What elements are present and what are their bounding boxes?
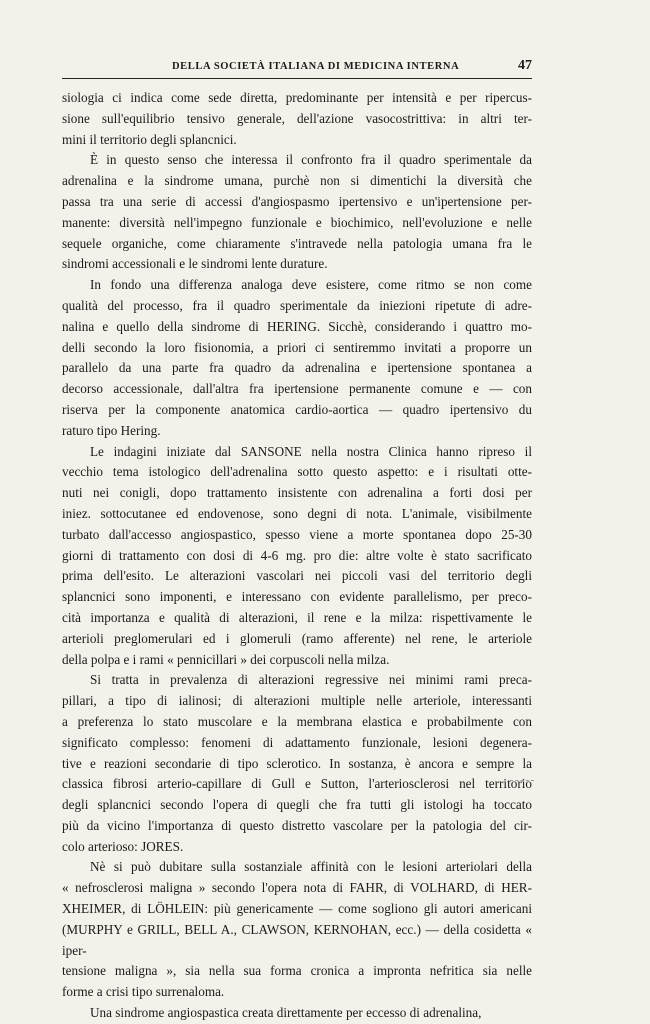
- text-line: classica fibrosi arterio-capillare di Gull e Sutton, l'arteriosclerosi nel territorio: [62, 776, 532, 792]
- text-line: degli splancnici secondo l'opera di quegli che fra tutti gli istologi ha toccato: [62, 797, 532, 813]
- text-line: manente: diversità nell'impegno funzionale e biochimico, nell'evoluzione e nelle: [62, 214, 532, 230]
- margin-mark: [510, 780, 534, 781]
- text-line: cità importanza e qualità di alterazioni, il rene e la milza: rispettivamente le: [62, 609, 532, 625]
- text-line: tensione maligna », sia nella sua forma cronica a impronta nefritica sia nelle: [62, 963, 532, 979]
- text-line: turbato dall'accesso angiospastico, spesso viene a morte spontanea dopo 25-30: [62, 526, 532, 542]
- text-line: a preferenza lo stato muscolare e la membrana elastica e probabilmente con: [62, 713, 532, 729]
- page-number: 47: [518, 58, 532, 73]
- text-line: arterioli preglomerulari ed i glomeruli (ramo afferente) nel rene, le arteriole: [62, 630, 532, 646]
- text-line: Le indagini iniziate dal SANSONE nella nostra Clinica hanno ripreso il: [90, 443, 532, 459]
- text-line: vecchio tema istologico dell'adrenalina sotto questo aspetto: e i risultati otte-: [62, 464, 532, 480]
- text-line: colo arterioso: JORES.: [62, 838, 184, 854]
- text-line: sindromi accessionali e le sindromi lente durature.: [62, 256, 328, 272]
- text-line: nalina e quello della sindrome di HERING. Sicchè, considerando i quattro mo-: [62, 318, 532, 334]
- text-line: Si tratta in prevalenza di alterazioni regressive nei minimi rami preca-: [90, 672, 532, 688]
- text-line: Una sindrome angiospastica creata direttamente per eccesso di adrenalina,: [90, 1005, 482, 1021]
- text-line: In fondo una differenza analoga deve esistere, come ritmo se non come: [90, 277, 532, 293]
- text-line: sequele organiche, come chiaramente s'intravede nella patologia umana fra le: [62, 235, 532, 251]
- text-line: forme a crisi tipo surrenaloma.: [62, 984, 225, 1000]
- text-line: raturo tipo Hering.: [62, 422, 161, 438]
- text-line: riserva per la componente anatomica cardio-aortica — quadro ipertensivo du: [62, 401, 532, 417]
- text-line: splancnici sono imponenti, e interessano con evidente parallelismo, per preco-: [62, 589, 532, 605]
- text-line: decorso accessionale, dall'altra fra ipertensione permanente comune e — con: [62, 381, 532, 397]
- text-line: Nè si può dubitare sulla sostanziale affinità con le lesioni arteriolari della: [90, 859, 532, 875]
- text-line: più da vicino l'importanza di questo distretto vascolare per la patologia del cir-: [62, 817, 532, 833]
- text-line: passa tra una serie di accessi d'angiospasmo ipertensivo e un'ipertensione per-: [62, 193, 532, 209]
- text-line: È in questo senso che interessa il confronto fra il quadro sperimentale da: [90, 152, 532, 168]
- header-rule: [62, 78, 532, 79]
- text-line: delli secondo la loro fisionomia, a priori ci sentiremmo invitati a proporre un: [62, 339, 532, 355]
- text-line: tive e reazioni secondarie di tipo sclerotico. In sostanza, è ancora e sempre la: [62, 755, 532, 771]
- text-line: « nefrosclerosi maligna » secondo l'opera nota di FAHR, di VOLHARD, di HER-: [62, 880, 532, 896]
- running-title: DELLA SOCIETÀ ITALIANA DI MEDICINA INTERNA: [172, 61, 460, 72]
- text-line: sione sull'equilibrio tensivo generale, dell'azione vasocostrittiva: in altri ter-: [62, 110, 532, 126]
- text-line: della polpa e i rami « pennicillari » dei corpuscoli nella milza.: [62, 651, 390, 667]
- text-line: XHEIMER, di LÖHLEIN: più genericamente — come sogliono gli autori americani: [62, 901, 532, 917]
- text-line: (MURPHY e GRILL, BELL A., CLAWSON, KERNOHAN, ecc.) — della cosidetta « iper-: [62, 921, 532, 958]
- text-line: qualità del processo, fra il quadro sperimentale da iniezioni ripetute di adre-: [62, 297, 532, 313]
- text-line: adrenalina e la sindrome umana, purchè non si dimentichi la diversità che: [62, 173, 532, 189]
- text-line: siologia ci indica come sede diretta, predominante per intensità e per ripercus-: [62, 90, 532, 105]
- text-line: significato complesso: fenomeni di adattamento funzionale, lesioni degenera-: [62, 734, 532, 750]
- text-line: giorni di trattamento con dosi di 4-6 mg. pro die: altre volte è stato sacrificato: [62, 547, 532, 563]
- text-line: pillari, a tipo di ialinosi; di alterazioni multiple nelle arteriole, interessanti: [62, 693, 532, 709]
- text-line: mini il territorio degli splancnici.: [62, 131, 237, 147]
- text-line: iniez. sottocutanee ed endovenose, sono degni di nota. L'animale, visibilmente: [62, 505, 532, 521]
- text-line: nuti nei conigli, dopo trattamento insistente con adrenalina a forti dosi per: [62, 485, 532, 501]
- body-text: [62, 88, 532, 1024]
- text-line: parallelo da una parte fra quadro da adrenalina e ipertensione spontanea a: [62, 360, 532, 376]
- text-line: prima dell'esito. Le alterazioni vascolari nei piccoli vasi del territorio degli: [62, 568, 532, 584]
